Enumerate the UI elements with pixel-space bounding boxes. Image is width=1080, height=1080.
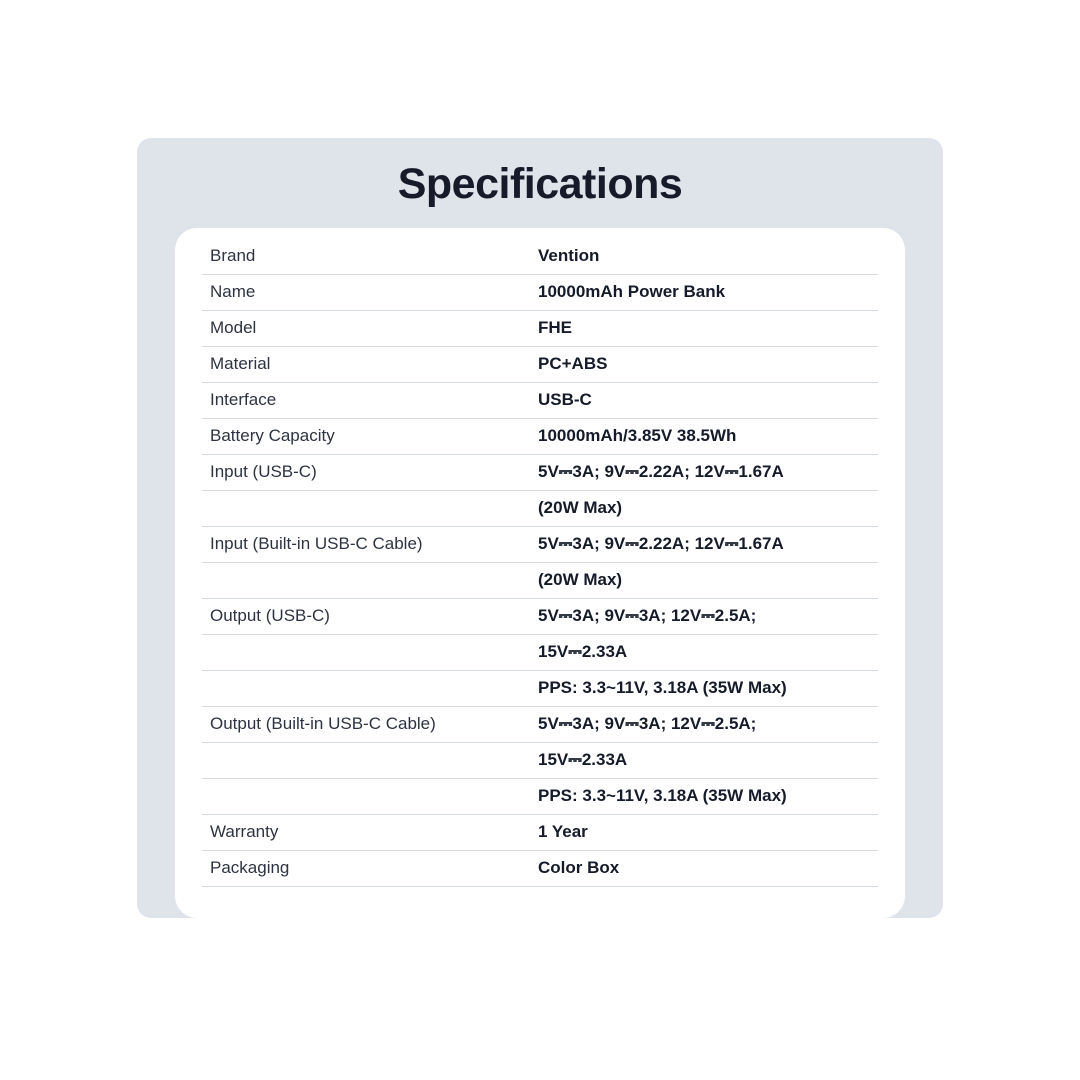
table-row <box>202 238 878 274</box>
spec-label: Brand <box>202 238 536 274</box>
spec-label <box>202 490 536 526</box>
table-row <box>202 562 878 598</box>
spec-label: Input (USB-C) <box>202 454 536 490</box>
table-row <box>202 310 878 346</box>
spec-label <box>202 778 536 814</box>
spec-value: 15V⎓2.33A <box>536 634 878 670</box>
table-row <box>202 454 878 490</box>
spec-value: 5V⎓3A; 9V⎓3A; 12V⎓2.5A; <box>536 598 878 634</box>
table-row <box>202 382 878 418</box>
table-row <box>202 706 878 742</box>
spec-value: 5V⎓3A; 9V⎓3A; 12V⎓2.5A; <box>536 706 878 742</box>
spec-value: PPS: 3.3~11V, 3.18A (35W Max) <box>536 670 878 706</box>
table-row <box>202 490 878 526</box>
spec-value: Color Box <box>536 850 878 886</box>
spec-value: (20W Max) <box>536 490 878 526</box>
spec-value: 15V⎓2.33A <box>536 742 878 778</box>
spec-value: 1 Year <box>536 814 878 850</box>
spec-label: Material <box>202 346 536 382</box>
table-row <box>202 742 878 778</box>
table-row <box>202 418 878 454</box>
spec-label: Battery Capacity <box>202 418 536 454</box>
table-row <box>202 814 878 850</box>
spec-label <box>202 670 536 706</box>
spec-label: Interface <box>202 382 536 418</box>
table-row <box>202 598 878 634</box>
table-row <box>202 274 878 310</box>
spec-value: 10000mAh Power Bank <box>536 274 878 310</box>
spec-value: Vention <box>536 238 878 274</box>
page-title: Specifications <box>397 160 683 208</box>
spec-label <box>202 562 536 598</box>
table-row <box>202 346 878 382</box>
specifications-table-body <box>202 238 878 886</box>
table-row <box>202 634 878 670</box>
spec-label: Input (Built-in USB-C Cable) <box>202 526 536 562</box>
spec-label <box>202 742 536 778</box>
spec-label: Model <box>202 310 536 346</box>
table-row <box>202 526 878 562</box>
spec-value: FHE <box>536 310 878 346</box>
specifications-table <box>202 238 878 887</box>
spec-label: Name <box>202 274 536 310</box>
table-row <box>202 850 878 886</box>
table-row <box>202 778 878 814</box>
spec-value: 5V⎓3A; 9V⎓2.22A; 12V⎓1.67A <box>536 526 878 562</box>
spec-label: Output (Built-in USB-C Cable) <box>202 706 536 742</box>
spec-label: Warranty <box>202 814 536 850</box>
spec-label <box>202 634 536 670</box>
spec-value: USB-C <box>536 382 878 418</box>
spec-value: 10000mAh/3.85V 38.5Wh <box>536 418 878 454</box>
table-row <box>202 670 878 706</box>
spec-value: (20W Max) <box>536 562 878 598</box>
spec-value: PPS: 3.3~11V, 3.18A (35W Max) <box>536 778 878 814</box>
spec-label: Packaging <box>202 850 536 886</box>
spec-value: PC+ABS <box>536 346 878 382</box>
spec-label: Output (USB-C) <box>202 598 536 634</box>
spec-value: 5V⎓3A; 9V⎓2.22A; 12V⎓1.67A <box>536 454 878 490</box>
